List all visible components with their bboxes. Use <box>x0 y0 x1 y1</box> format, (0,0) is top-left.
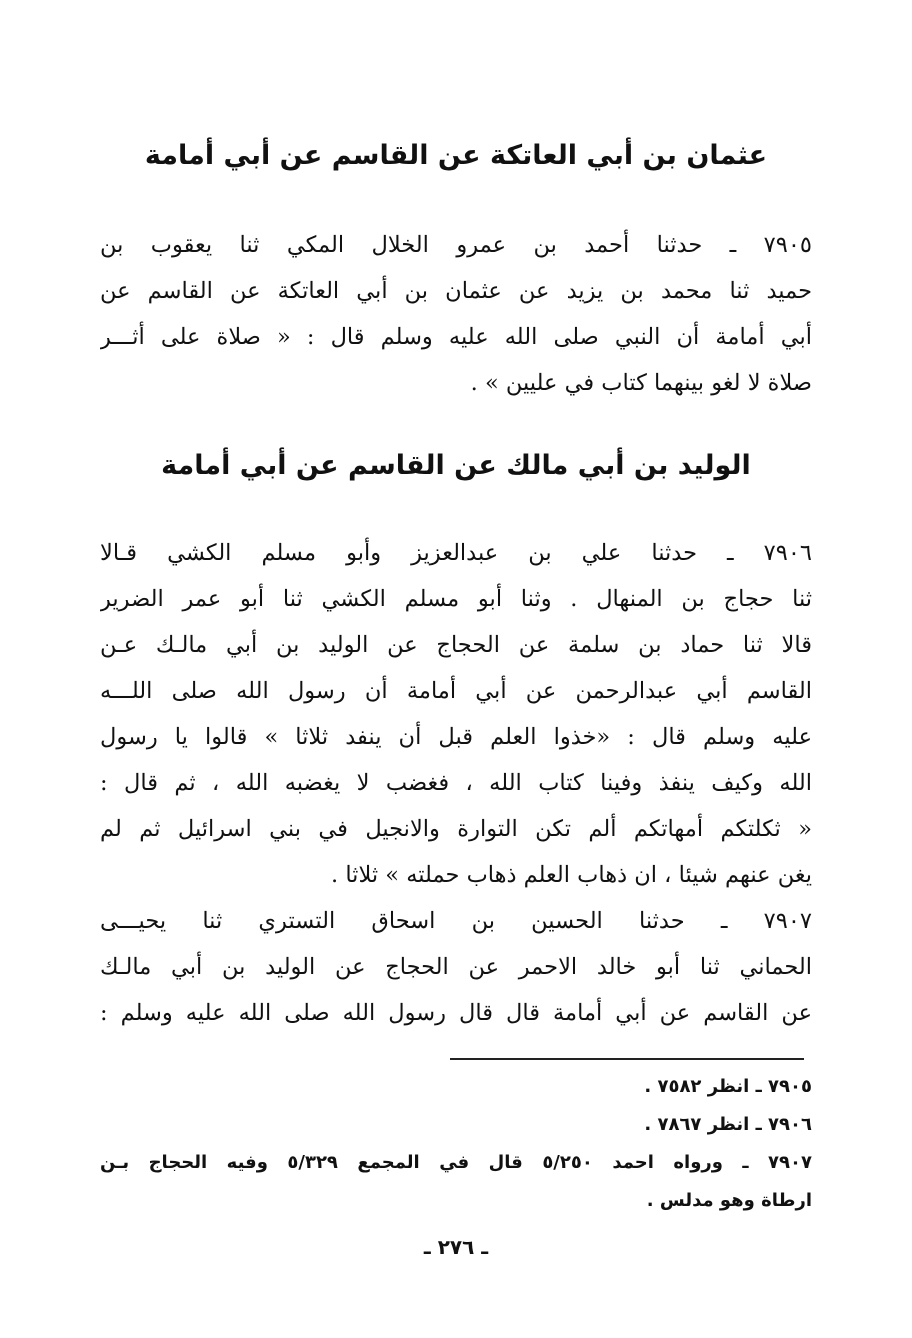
footnote-7906: ٧٩٠٦ ـ انظر ٧٨٦٧ . <box>644 1114 812 1135</box>
text-line: ٧٩٠٥ ـ حدثنا أحمد بن عمرو الخلال المكي ثنا يعقوب بن <box>100 232 812 258</box>
footnote-7905: ٧٩٠٥ ـ انظر ٧٥٨٢ . <box>644 1076 812 1097</box>
text-line: صلاة لا لغو بينهما كتاب في عليين » . <box>470 370 812 396</box>
text-line: يغن عنهم شيئا ، ان ذهاب العلم ذهاب حملته » ثلاثا . <box>331 862 812 888</box>
text-line: الحماني ثنا أبو خالد الاحمر عن الحجاج عن الوليد بن أبي مالـك <box>100 954 812 980</box>
text-line: ثنا حجاج بن المنهال . وثنا أبو مسلم الكشي ثنا أبو عمر الضرير <box>100 586 812 612</box>
section-heading-uthman: عثمان بن أبي العاتكة عن القاسم عن أبي أمامة <box>144 140 768 171</box>
section-heading-walid: الوليد بن أبي مالك عن القاسم عن أبي أمامة <box>161 450 751 481</box>
text-line: القاسم أبي عبدالرحمن عن أبي أمامة أن رسول الله صلى اللـــه <box>100 678 812 704</box>
page-number: ـ ٢٧٦ ـ <box>423 1235 489 1259</box>
text-line: حميد ثنا محمد بن يزيد عن عثمان بن أبي العاتكة عن القاسم عن <box>100 278 812 304</box>
text-line: ٧٩٠٦ ـ حدثنا علي بن عبدالعزيز وأبو مسلم الكشي قـالا <box>100 540 812 566</box>
footnote-7907-continued: ارطاة وهو مدلس . <box>646 1190 812 1211</box>
hadith-7907 <box>100 898 812 1036</box>
text-line: « ثكلتكم أمهاتكم ألم تكن التوارة والانجيل في بني اسرائيل ثم لم <box>100 816 812 842</box>
text-line: أبي أمامة أن النبي صلى الله عليه وسلم قال : « صلاة على أثـــر <box>100 324 812 350</box>
hadith-7906 <box>100 530 812 898</box>
text-line: عليه وسلم قال : «خذوا العلم قبل أن ينفد ثلاثا » قالوا يا رسول <box>100 724 812 750</box>
footnotes <box>100 1068 812 1220</box>
hadith-7905 <box>100 222 812 406</box>
text-line: الله وكيف ينفذ وفينا كتاب الله ، فغضب لا يغضبه الله ، ثم قال : <box>100 770 812 796</box>
text-line: ٧٩٠٧ ـ حدثنا الحسين بن اسحاق التستري ثنا يحيـــى <box>100 908 812 934</box>
text-line: قالا ثنا حماد بن سلمة عن الحجاج عن الوليد بن أبي مالـك عـن <box>100 632 812 658</box>
footnote-7907: ٧٩٠٧ ـ ورواه احمد ٥/٢٥٠ قال في المجمع ٥/٣٢٩ وفيه الحجاج بـن <box>100 1152 812 1173</box>
text-line: عن القاسم عن أبي أمامة قال قال رسول الله صلى الله عليه وسلم : <box>100 1000 812 1026</box>
footnote-divider <box>450 1058 804 1060</box>
